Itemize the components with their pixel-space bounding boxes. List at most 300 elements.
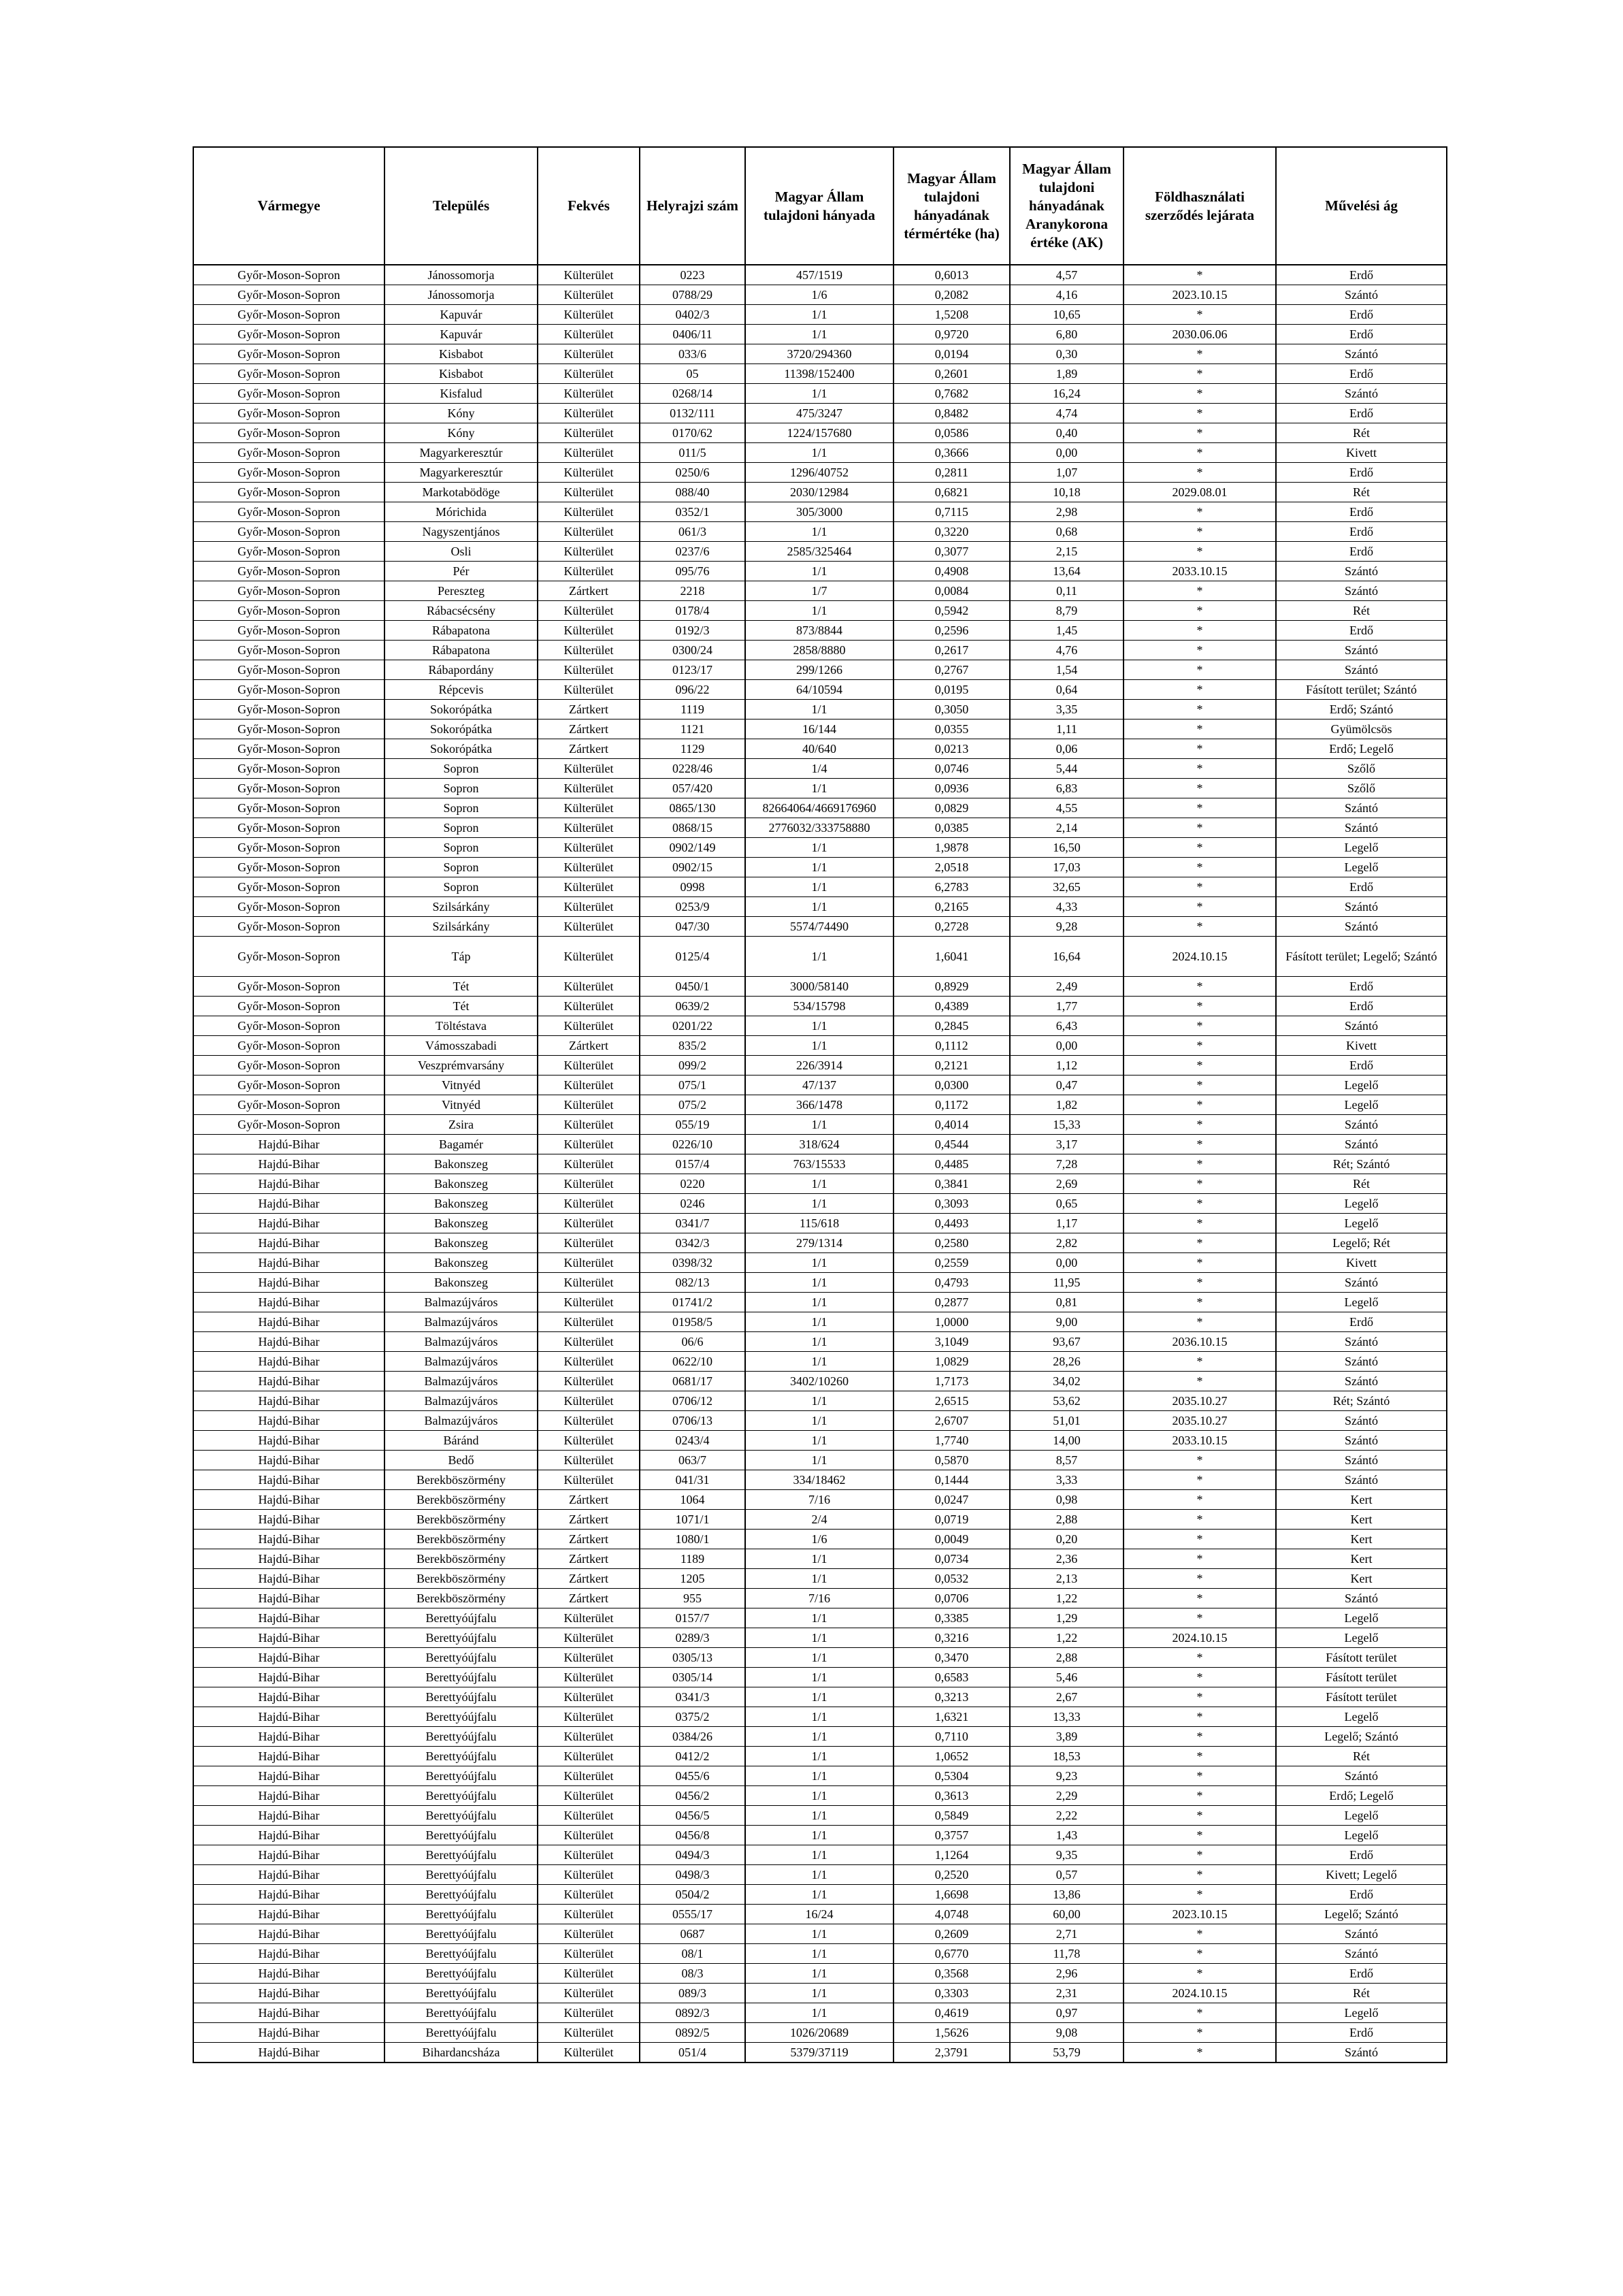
cell-state-share: 1/1 — [745, 305, 894, 325]
cell-location-type: Külterület — [538, 601, 640, 621]
cell-settlement: Berettyóújfalu — [384, 2003, 538, 2023]
cell-lease-expiry: * — [1124, 601, 1276, 621]
cell-cultivation-branch: Kivett; Legelő — [1276, 1865, 1447, 1885]
cell-parcel-number: 0555/17 — [640, 1905, 745, 1924]
cell-share-gold-crown-value: 2,69 — [1010, 1174, 1124, 1194]
cell-share-gold-crown-value: 0,57 — [1010, 1865, 1124, 1885]
cell-cultivation-branch: Gyümölcsös — [1276, 719, 1447, 739]
cell-lease-expiry: * — [1124, 1786, 1276, 1806]
cell-cultivation-branch: Erdő — [1276, 542, 1447, 562]
cell-share-area-ha: 0,5849 — [894, 1806, 1010, 1826]
cell-parcel-number: 1121 — [640, 719, 745, 739]
cell-county: Hajdú-Bihar — [193, 1154, 384, 1174]
cell-settlement: Berettyóújfalu — [384, 1766, 538, 1786]
cell-settlement: Töltéstava — [384, 1016, 538, 1036]
table-row — [193, 641, 1447, 660]
cell-cultivation-branch: Legelő — [1276, 1076, 1447, 1095]
cell-cultivation-branch: Legelő; Szántó — [1276, 1727, 1447, 1747]
cell-share-area-ha: 1,6698 — [894, 1885, 1010, 1905]
cell-settlement: Kóny — [384, 423, 538, 443]
cell-settlement: Pereszteg — [384, 581, 538, 601]
cell-county: Hajdú-Bihar — [193, 1530, 384, 1549]
cell-cultivation-branch: Szántó — [1276, 1589, 1447, 1608]
cell-share-area-ha: 0,0195 — [894, 680, 1010, 700]
cell-share-gold-crown-value: 9,35 — [1010, 1845, 1124, 1865]
cell-parcel-number: 095/76 — [640, 562, 745, 581]
cell-share-area-ha: 6,2783 — [894, 877, 1010, 897]
cell-settlement: Bakonszeg — [384, 1214, 538, 1233]
cell-state-share: 1/1 — [745, 937, 894, 977]
table-row — [193, 1885, 1447, 1905]
cell-cultivation-branch: Szántó — [1276, 1944, 1447, 1964]
cell-settlement: Markotabödöge — [384, 483, 538, 502]
table-row — [193, 1628, 1447, 1648]
cell-location-type: Külterület — [538, 1924, 640, 1944]
cell-settlement: Jánossomorja — [384, 285, 538, 305]
cell-county: Hajdú-Bihar — [193, 1391, 384, 1411]
cell-share-area-ha: 0,2767 — [894, 660, 1010, 680]
cell-share-gold-crown-value: 2,96 — [1010, 1964, 1124, 1984]
cell-county: Győr-Moson-Sopron — [193, 838, 384, 858]
cell-cultivation-branch: Rét — [1276, 1747, 1447, 1766]
col-header-share-gold-crown-value: Magyar Állam tulajdoni hányadának Aranykorona értéke (AK) — [1010, 147, 1124, 265]
cell-lease-expiry: * — [1124, 344, 1276, 364]
cell-share-area-ha: 0,6770 — [894, 1944, 1010, 1964]
cell-location-type: Külterület — [538, 2043, 640, 2063]
cell-share-area-ha: 0,2811 — [894, 463, 1010, 483]
cell-lease-expiry: * — [1124, 581, 1276, 601]
cell-share-gold-crown-value: 1,29 — [1010, 1608, 1124, 1628]
cell-state-share: 763/15533 — [745, 1154, 894, 1174]
cell-lease-expiry: * — [1124, 443, 1276, 463]
cell-state-share: 2030/12984 — [745, 483, 894, 502]
cell-county: Győr-Moson-Sopron — [193, 562, 384, 581]
cell-settlement: Báránd — [384, 1431, 538, 1451]
cell-location-type: Külterület — [538, 1648, 640, 1668]
cell-location-type: Külterület — [538, 877, 640, 897]
cell-lease-expiry: 2036.10.15 — [1124, 1332, 1276, 1352]
cell-share-gold-crown-value: 0,98 — [1010, 1490, 1124, 1510]
table-row — [193, 1668, 1447, 1687]
cell-settlement: Berettyóújfalu — [384, 1826, 538, 1845]
cell-location-type: Zártkert — [538, 739, 640, 759]
cell-settlement: Sopron — [384, 818, 538, 838]
cell-lease-expiry: * — [1124, 1766, 1276, 1786]
cell-settlement: Táp — [384, 937, 538, 977]
cell-parcel-number: 0268/14 — [640, 384, 745, 404]
cell-parcel-number: 0250/6 — [640, 463, 745, 483]
cell-share-gold-crown-value: 4,74 — [1010, 404, 1124, 423]
cell-location-type: Zártkert — [538, 1569, 640, 1589]
table-row — [193, 1411, 1447, 1431]
cell-share-area-ha: 0,0355 — [894, 719, 1010, 739]
cell-county: Győr-Moson-Sopron — [193, 443, 384, 463]
cell-cultivation-branch: Szántó — [1276, 581, 1447, 601]
cell-county: Győr-Moson-Sopron — [193, 522, 384, 542]
cell-state-share: 11398/152400 — [745, 364, 894, 384]
cell-settlement: Kapuvár — [384, 305, 538, 325]
cell-share-gold-crown-value: 0,40 — [1010, 423, 1124, 443]
cell-parcel-number: 1189 — [640, 1549, 745, 1569]
cell-state-share: 2858/8880 — [745, 641, 894, 660]
cell-county: Hajdú-Bihar — [193, 1786, 384, 1806]
cell-location-type: Külterület — [538, 1944, 640, 1964]
cell-state-share: 1/1 — [745, 1747, 894, 1766]
cell-location-type: Külterület — [538, 1470, 640, 1490]
cell-share-gold-crown-value: 13,86 — [1010, 1885, 1124, 1905]
cell-cultivation-branch: Szántó — [1276, 1352, 1447, 1372]
table-row — [193, 838, 1447, 858]
cell-share-gold-crown-value: 10,18 — [1010, 483, 1124, 502]
cell-lease-expiry: * — [1124, 798, 1276, 818]
cell-lease-expiry: * — [1124, 1707, 1276, 1727]
cell-share-area-ha: 0,3220 — [894, 522, 1010, 542]
cell-county: Hajdú-Bihar — [193, 1865, 384, 1885]
cell-county: Hajdú-Bihar — [193, 1687, 384, 1707]
cell-cultivation-branch: Legelő; Rét — [1276, 1233, 1447, 1253]
table-row — [193, 917, 1447, 937]
cell-share-area-ha: 0,2121 — [894, 1056, 1010, 1076]
cell-share-area-ha: 4,0748 — [894, 1905, 1010, 1924]
cell-parcel-number: 082/13 — [640, 1273, 745, 1293]
cell-state-share: 1/1 — [745, 1687, 894, 1707]
cell-share-area-ha: 0,8929 — [894, 977, 1010, 997]
cell-share-area-ha: 0,4793 — [894, 1273, 1010, 1293]
cell-lease-expiry: * — [1124, 680, 1276, 700]
cell-share-area-ha: 0,0213 — [894, 739, 1010, 759]
cell-state-share: 1/1 — [745, 522, 894, 542]
cell-share-area-ha: 0,7682 — [894, 384, 1010, 404]
cell-lease-expiry: * — [1124, 1924, 1276, 1944]
cell-parcel-number: 01958/5 — [640, 1312, 745, 1332]
cell-state-share: 1/1 — [745, 779, 894, 798]
cell-cultivation-branch: Szántó — [1276, 1451, 1447, 1470]
cell-share-gold-crown-value: 2,29 — [1010, 1786, 1124, 1806]
table-row — [193, 1431, 1447, 1451]
cell-lease-expiry: * — [1124, 2023, 1276, 2043]
cell-lease-expiry: * — [1124, 897, 1276, 917]
cell-location-type: Külterület — [538, 621, 640, 641]
table-row — [193, 1352, 1447, 1372]
cell-parcel-number: 0123/17 — [640, 660, 745, 680]
table-row — [193, 1451, 1447, 1470]
table-row — [193, 1707, 1447, 1727]
table-row — [193, 798, 1447, 818]
cell-lease-expiry: * — [1124, 660, 1276, 680]
header-row — [193, 147, 1447, 265]
cell-parcel-number: 0498/3 — [640, 1865, 745, 1885]
cell-state-share: 1/1 — [745, 1924, 894, 1944]
cell-county: Hajdú-Bihar — [193, 1747, 384, 1766]
cell-state-share: 1/1 — [745, 1608, 894, 1628]
cell-county: Győr-Moson-Sopron — [193, 265, 384, 285]
cell-county: Hajdú-Bihar — [193, 1964, 384, 1984]
cell-lease-expiry: * — [1124, 1233, 1276, 1253]
cell-share-gold-crown-value: 9,08 — [1010, 2023, 1124, 2043]
cell-settlement: Sokorópátka — [384, 739, 538, 759]
cell-county: Hajdú-Bihar — [193, 1352, 384, 1372]
cell-state-share: 1224/157680 — [745, 423, 894, 443]
cell-share-gold-crown-value: 0,47 — [1010, 1076, 1124, 1095]
table-row — [193, 581, 1447, 601]
cell-lease-expiry: * — [1124, 265, 1276, 285]
cell-state-share: 64/10594 — [745, 680, 894, 700]
cell-county: Győr-Moson-Sopron — [193, 680, 384, 700]
cell-parcel-number: 089/3 — [640, 1984, 745, 2003]
cell-parcel-number: 06/6 — [640, 1332, 745, 1352]
cell-county: Győr-Moson-Sopron — [193, 779, 384, 798]
cell-state-share: 1/1 — [745, 1885, 894, 1905]
cell-share-gold-crown-value: 3,17 — [1010, 1135, 1124, 1154]
cell-county: Hajdú-Bihar — [193, 1312, 384, 1332]
cell-location-type: Külterület — [538, 443, 640, 463]
cell-lease-expiry: * — [1124, 1115, 1276, 1135]
cell-lease-expiry: * — [1124, 1016, 1276, 1036]
cell-county: Hajdú-Bihar — [193, 2043, 384, 2063]
table-row — [193, 1964, 1447, 1984]
cell-lease-expiry: * — [1124, 1845, 1276, 1865]
cell-location-type: Külterület — [538, 858, 640, 877]
cell-cultivation-branch: Rét — [1276, 601, 1447, 621]
cell-cultivation-branch: Kivett — [1276, 1253, 1447, 1273]
cell-cultivation-branch: Legelő — [1276, 1707, 1447, 1727]
cell-cultivation-branch: Kert — [1276, 1530, 1447, 1549]
table-row — [193, 463, 1447, 483]
cell-share-area-ha: 0,4493 — [894, 1214, 1010, 1233]
cell-cultivation-branch: Fásított terület — [1276, 1668, 1447, 1687]
cell-state-share: 1/4 — [745, 759, 894, 779]
cell-lease-expiry: * — [1124, 700, 1276, 719]
cell-parcel-number: 0398/32 — [640, 1253, 745, 1273]
cell-cultivation-branch: Szántó — [1276, 1135, 1447, 1154]
cell-state-share: 1/1 — [745, 1648, 894, 1668]
cell-share-area-ha: 0,0247 — [894, 1490, 1010, 1510]
cell-cultivation-branch: Erdő — [1276, 1312, 1447, 1332]
cell-location-type: Külterület — [538, 997, 640, 1016]
cell-share-area-ha: 0,0706 — [894, 1589, 1010, 1608]
cell-share-area-ha: 0,2596 — [894, 621, 1010, 641]
cell-state-share: 1/1 — [745, 1293, 894, 1312]
cell-lease-expiry: * — [1124, 1687, 1276, 1707]
cell-cultivation-branch: Szántó — [1276, 897, 1447, 917]
cell-settlement: Magyarkeresztúr — [384, 463, 538, 483]
col-header-county: Vármegye — [193, 147, 384, 265]
table-row — [193, 1786, 1447, 1806]
cell-lease-expiry: * — [1124, 1312, 1276, 1332]
cell-state-share: 1/1 — [745, 1984, 894, 2003]
cell-share-gold-crown-value: 10,65 — [1010, 305, 1124, 325]
cell-lease-expiry: * — [1124, 1293, 1276, 1312]
cell-location-type: Külterület — [538, 1885, 640, 1905]
cell-parcel-number: 057/420 — [640, 779, 745, 798]
table-row — [193, 977, 1447, 997]
cell-location-type: Külterület — [538, 483, 640, 502]
cell-share-gold-crown-value: 5,46 — [1010, 1668, 1124, 1687]
cell-share-area-ha: 0,3568 — [894, 1964, 1010, 1984]
cell-state-share: 47/137 — [745, 1076, 894, 1095]
cell-county: Hajdú-Bihar — [193, 1214, 384, 1233]
cell-cultivation-branch: Szántó — [1276, 1016, 1447, 1036]
cell-lease-expiry: * — [1124, 384, 1276, 404]
cell-parcel-number: 0342/3 — [640, 1233, 745, 1253]
cell-lease-expiry: 2024.10.15 — [1124, 937, 1276, 977]
cell-share-area-ha: 2,3791 — [894, 2043, 1010, 2063]
cell-share-gold-crown-value: 6,80 — [1010, 325, 1124, 344]
cell-share-gold-crown-value: 4,57 — [1010, 265, 1124, 285]
cell-cultivation-branch: Erdő — [1276, 364, 1447, 384]
cell-state-share: 1/1 — [745, 1273, 894, 1293]
cell-state-share: 115/618 — [745, 1214, 894, 1233]
cell-cultivation-branch: Kert — [1276, 1549, 1447, 1569]
cell-county: Hajdú-Bihar — [193, 1451, 384, 1470]
cell-share-area-ha: 2,0518 — [894, 858, 1010, 877]
cell-share-gold-crown-value: 11,95 — [1010, 1273, 1124, 1293]
cell-share-gold-crown-value: 5,44 — [1010, 759, 1124, 779]
cell-lease-expiry: * — [1124, 1510, 1276, 1530]
cell-parcel-number: 0243/4 — [640, 1431, 745, 1451]
cell-settlement: Berekböszörmény — [384, 1589, 538, 1608]
cell-county: Győr-Moson-Sopron — [193, 997, 384, 1016]
cell-settlement: Berettyóújfalu — [384, 2023, 538, 2043]
cell-location-type: Külterület — [538, 1727, 640, 1747]
col-header-state-share: Magyar Állam tulajdoni hányada — [745, 147, 894, 265]
cell-parcel-number: 0384/26 — [640, 1727, 745, 1747]
table-row — [193, 1056, 1447, 1076]
cell-cultivation-branch: Kivett — [1276, 443, 1447, 463]
table-row — [193, 1135, 1447, 1154]
cell-state-share: 82664064/4669176960 — [745, 798, 894, 818]
cell-cultivation-branch: Szántó — [1276, 1273, 1447, 1293]
col-header-cultivation-branch: Művelési ág — [1276, 147, 1447, 265]
cell-parcel-number: 0706/12 — [640, 1391, 745, 1411]
cell-share-gold-crown-value: 4,16 — [1010, 285, 1124, 305]
cell-cultivation-branch: Szántó — [1276, 1332, 1447, 1352]
table-row — [193, 562, 1447, 581]
cell-settlement: Berettyóújfalu — [384, 1628, 538, 1648]
cell-lease-expiry: * — [1124, 739, 1276, 759]
cell-parcel-number: 0892/3 — [640, 2003, 745, 2023]
cell-county: Hajdú-Bihar — [193, 1707, 384, 1727]
cell-parcel-number: 033/6 — [640, 344, 745, 364]
cell-share-area-ha: 1,0000 — [894, 1312, 1010, 1332]
cell-settlement: Berettyóújfalu — [384, 1984, 538, 2003]
cell-lease-expiry: * — [1124, 1273, 1276, 1293]
cell-county: Hajdú-Bihar — [193, 1510, 384, 1530]
cell-share-area-ha: 1,0652 — [894, 1747, 1010, 1766]
cell-state-share: 40/640 — [745, 739, 894, 759]
cell-state-share: 1/7 — [745, 581, 894, 601]
cell-county: Győr-Moson-Sopron — [193, 621, 384, 641]
cell-county: Hajdú-Bihar — [193, 1905, 384, 1924]
cell-cultivation-branch: Erdő — [1276, 404, 1447, 423]
cell-share-area-ha: 0,2082 — [894, 285, 1010, 305]
cell-state-share: 1/1 — [745, 601, 894, 621]
cell-share-gold-crown-value: 4,55 — [1010, 798, 1124, 818]
cell-lease-expiry: * — [1124, 1036, 1276, 1056]
cell-settlement: Berettyóújfalu — [384, 1687, 538, 1707]
cell-state-share: 2585/325464 — [745, 542, 894, 562]
cell-state-share: 1/1 — [745, 1312, 894, 1332]
cell-county: Hajdú-Bihar — [193, 1411, 384, 1431]
table-row — [193, 1905, 1447, 1924]
cell-settlement: Kapuvár — [384, 325, 538, 344]
cell-county: Hajdú-Bihar — [193, 1431, 384, 1451]
cell-share-area-ha: 1,6041 — [894, 937, 1010, 977]
cell-county: Győr-Moson-Sopron — [193, 1016, 384, 1036]
cell-parcel-number: 088/40 — [640, 483, 745, 502]
cell-lease-expiry: * — [1124, 1747, 1276, 1766]
cell-state-share: 1/1 — [745, 1865, 894, 1885]
cell-parcel-number: 0865/130 — [640, 798, 745, 818]
cell-location-type: Külterület — [538, 1016, 640, 1036]
cell-share-gold-crown-value: 6,43 — [1010, 1016, 1124, 1036]
cell-parcel-number: 0352/1 — [640, 502, 745, 522]
cell-settlement: Nagyszentjános — [384, 522, 538, 542]
cell-settlement: Szilsárkány — [384, 897, 538, 917]
cell-location-type: Külterület — [538, 522, 640, 542]
cell-cultivation-branch: Legelő — [1276, 2003, 1447, 2023]
table-row — [193, 1687, 1447, 1707]
cell-parcel-number: 0157/7 — [640, 1608, 745, 1628]
cell-settlement: Berettyóújfalu — [384, 1648, 538, 1668]
cell-state-share: 1/1 — [745, 1845, 894, 1865]
cell-county: Hajdú-Bihar — [193, 1589, 384, 1608]
table-row — [193, 1036, 1447, 1056]
cell-state-share: 2/4 — [745, 1510, 894, 1530]
cell-settlement: Osli — [384, 542, 538, 562]
table-row — [193, 719, 1447, 739]
cell-state-share: 2776032/333758880 — [745, 818, 894, 838]
cell-state-share: 457/1519 — [745, 265, 894, 285]
table-row — [193, 1174, 1447, 1194]
cell-county: Győr-Moson-Sopron — [193, 364, 384, 384]
cell-lease-expiry: * — [1124, 838, 1276, 858]
cell-location-type: Külterület — [538, 562, 640, 581]
cell-share-gold-crown-value: 53,79 — [1010, 2043, 1124, 2063]
table-row — [193, 1865, 1447, 1885]
cell-share-gold-crown-value: 1,12 — [1010, 1056, 1124, 1076]
cell-parcel-number: 0178/4 — [640, 601, 745, 621]
cell-cultivation-branch: Szántó — [1276, 1115, 1447, 1135]
cell-parcel-number: 0504/2 — [640, 1885, 745, 1905]
cell-state-share: 873/8844 — [745, 621, 894, 641]
cell-state-share: 1/1 — [745, 1766, 894, 1786]
cell-parcel-number: 047/30 — [640, 917, 745, 937]
cell-location-type: Külterület — [538, 838, 640, 858]
cell-settlement: Sopron — [384, 877, 538, 897]
cell-share-area-ha: 3,1049 — [894, 1332, 1010, 1352]
cell-share-gold-crown-value: 0,11 — [1010, 581, 1124, 601]
cell-lease-expiry: 2024.10.15 — [1124, 1628, 1276, 1648]
cell-parcel-number: 0902/15 — [640, 858, 745, 877]
cell-parcel-number: 055/19 — [640, 1115, 745, 1135]
cell-parcel-number: 0246 — [640, 1194, 745, 1214]
cell-share-area-ha: 2,6707 — [894, 1411, 1010, 1431]
cell-state-share: 299/1266 — [745, 660, 894, 680]
cell-settlement: Balmazújváros — [384, 1352, 538, 1372]
cell-lease-expiry: * — [1124, 818, 1276, 838]
table-row — [193, 1490, 1447, 1510]
cell-share-area-ha: 0,5942 — [894, 601, 1010, 621]
cell-parcel-number: 075/2 — [640, 1095, 745, 1115]
cell-cultivation-branch: Fásított terület; Legelő; Szántó — [1276, 937, 1447, 977]
cell-settlement: Berekböszörmény — [384, 1470, 538, 1490]
cell-location-type: Külterület — [538, 1372, 640, 1391]
cell-share-gold-crown-value: 11,78 — [1010, 1944, 1124, 1964]
col-header-parcel-number: Helyrajzi szám — [640, 147, 745, 265]
cell-cultivation-branch: Erdő — [1276, 2023, 1447, 2043]
table-row — [193, 759, 1447, 779]
